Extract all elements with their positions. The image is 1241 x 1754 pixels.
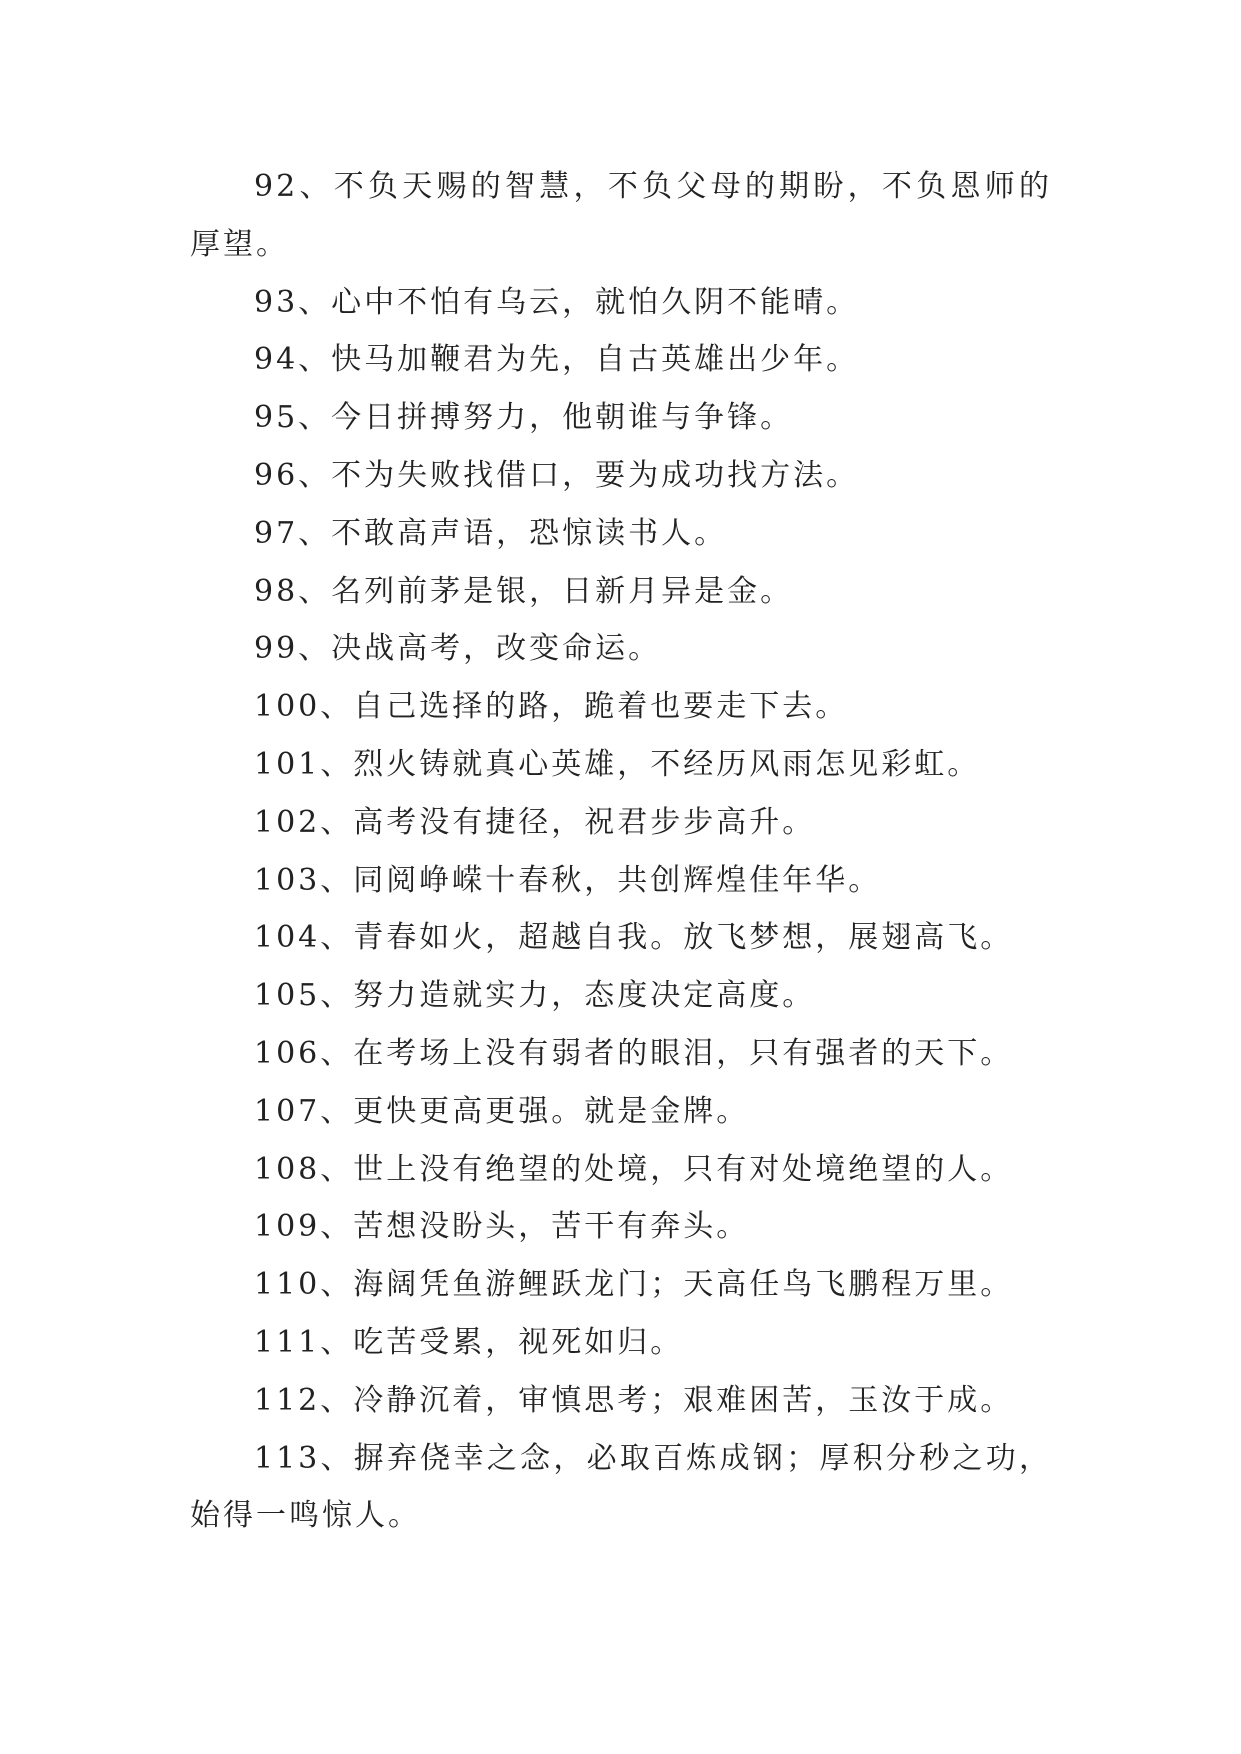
paragraph: 103、同阅峥嵘十春秋，共创辉煌佳年华。	[254, 862, 882, 898]
paragraph: 96、不为失败找借口，要为成功找方法。	[254, 457, 860, 493]
paragraph: 110、海阔凭鱼游鲤跃龙门；天高任鸟飞鹏程万里。	[254, 1267, 1014, 1303]
paragraph: 111、吃苦受累，视死如归。	[254, 1324, 684, 1360]
paragraph: 92、不负天赐的智慧，不负父母的期盼，不负恩师的厚望。	[190, 169, 1052, 262]
paragraph: 97、不敢高声语，恐惊读书人。	[254, 515, 728, 551]
paragraph: 107、更快更高更强。就是金牌。	[254, 1093, 750, 1129]
paragraph: 109、苦想没盼头，苦干有奔头。	[254, 1209, 750, 1245]
paragraph: 101、烈火铸就真心英雄，不经历风雨怎见彩虹。	[254, 746, 981, 782]
paragraph: 105、努力造就实力，态度决定高度。	[254, 978, 816, 1014]
document-body	[190, 158, 1052, 1545]
paragraph: 95、今日拼搏努力，他朝谁与争锋。	[254, 400, 794, 436]
paragraph: 93、心中不怕有乌云，就怕久阴不能晴。	[254, 284, 860, 320]
paragraph: 106、在考场上没有弱者的眼泪，只有强者的天下。	[254, 1035, 1014, 1071]
paragraph: 104、青春如火，超越自我。放飞梦想，展翅高飞。	[254, 920, 1014, 956]
paragraph: 100、自己选择的路，跪着也要走下去。	[254, 689, 849, 725]
paragraph: 108、世上没有绝望的处境，只有对处境绝望的人。	[254, 1151, 1014, 1187]
paragraph: 98、名列前茅是银，日新月异是金。	[254, 573, 794, 609]
paragraph: 99、决战高考，改变命运。	[254, 631, 662, 667]
paragraph: 94、快马加鞭君为先，自古英雄出少年。	[254, 342, 860, 378]
paragraph: 112、冷静沉着，审慎思考；艰难困苦，玉汝于成。	[254, 1382, 1014, 1418]
paragraph: 113、摒弃侥幸之念，必取百炼成钢；厚积分秒之功，始得一鸣惊人。	[190, 1440, 1052, 1534]
paragraph: 102、高考没有捷径，祝君步步高升。	[254, 804, 816, 840]
